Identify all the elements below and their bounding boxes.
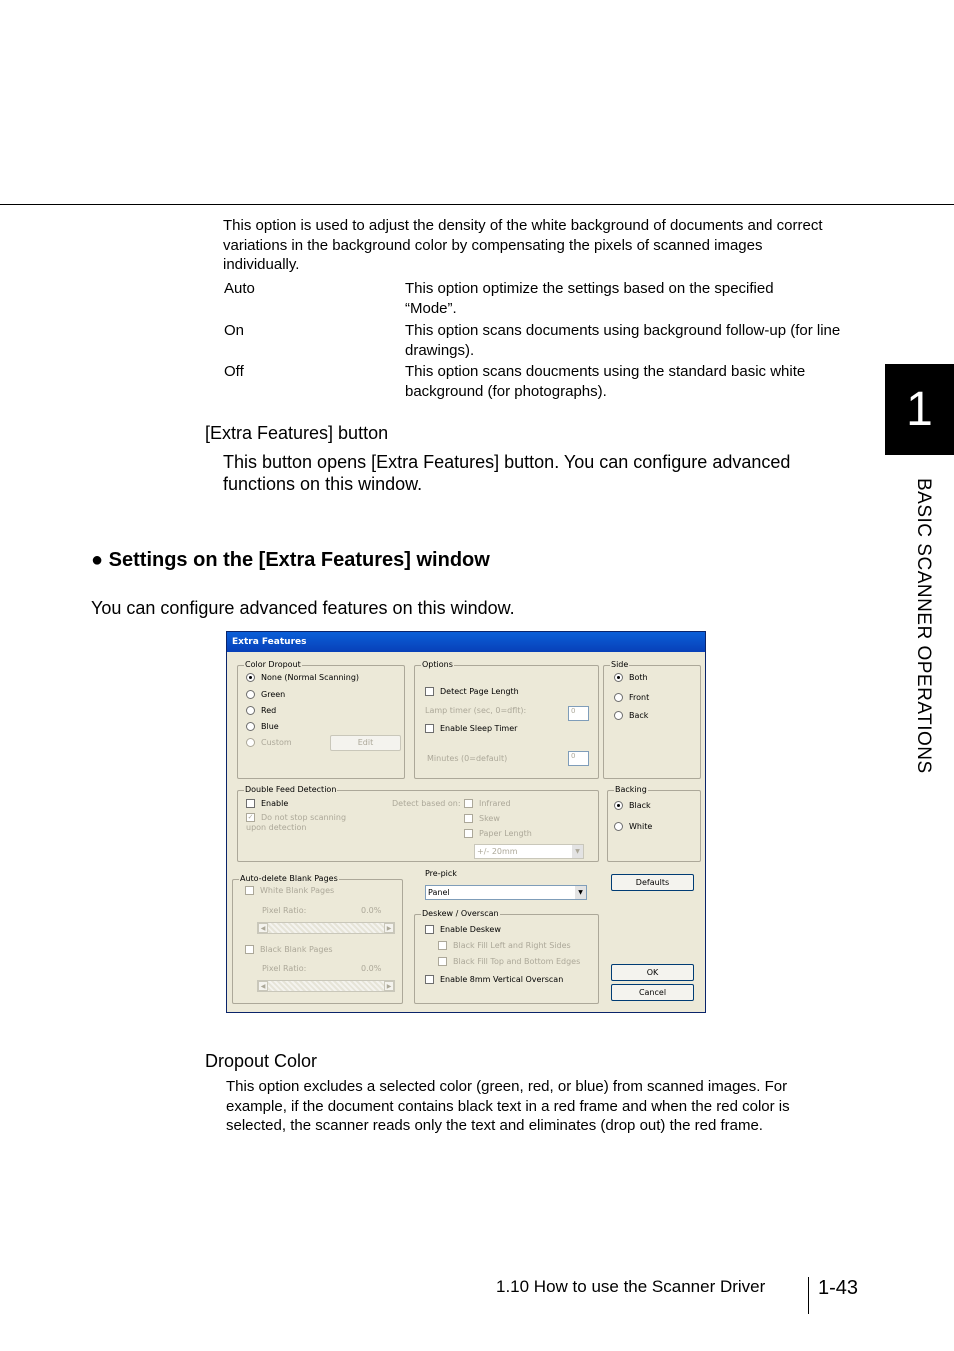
black-blank-checkbox[interactable] (245, 945, 333, 954)
enable-sleep-timer-checkbox[interactable] (425, 724, 517, 733)
section-heading (91, 549, 490, 572)
minutes-input[interactable]: 0 (568, 751, 589, 766)
radio-icon (246, 706, 255, 715)
pixel-ratio-value-2: 0.0% (361, 964, 382, 973)
checkbox-icon (464, 799, 473, 808)
radio-icon (614, 822, 623, 831)
chapter-number: 1 (885, 364, 954, 455)
enable-deskew-label: Enable Deskew (440, 925, 501, 934)
auto-delete-group (232, 874, 403, 1004)
detect-based-on-label: Detect based on: (392, 799, 461, 808)
chevron-down-icon: ▼ (575, 886, 586, 899)
white-ratio-slider[interactable] (257, 922, 395, 934)
dialog-title: Extra Features (227, 632, 705, 652)
radio-icon (614, 693, 623, 702)
fill-lr-label: Black Fill Left and Right Sides (453, 941, 571, 950)
checkbox-icon (438, 957, 447, 966)
ok-button[interactable]: OK (611, 964, 694, 981)
extra-button-desc: This button opens [Extra Features] button. You can configure advanced functions on this window. (223, 452, 791, 494)
option-desc-auto: This option optimize the settings based on the specified “Mode”. (405, 280, 774, 317)
radio-blue-label: Blue (261, 722, 279, 731)
color-dropout-label: Color Dropout (245, 660, 301, 669)
double-feed-enable-checkbox[interactable] (246, 799, 288, 808)
side-front-label: Front (629, 693, 650, 702)
lamp-timer-input[interactable]: 0 (568, 706, 589, 721)
dropout-desc: This option excludes a selected color (green, red, or blue) from scanned images. For example, if the document contains black text in a red frame and when the red color is selected, the scanner reads only the text and eliminates (drop out) the red frame. (226, 1078, 790, 1134)
page-number: 1-43 (818, 1277, 859, 1299)
cancel-button[interactable]: Cancel (611, 984, 694, 1001)
checkbox-icon (438, 941, 447, 950)
options-label: Options (422, 660, 453, 669)
double-feed-label: Double Feed Detection (245, 785, 337, 794)
option-desc-on: This option scans documents using background follow-up (for line drawings). (405, 322, 841, 359)
color-dropout-group (237, 660, 405, 779)
radio-selected-icon (246, 673, 255, 682)
option-desc-off: This option scans doucments using the standard basic white background (for photographs). (405, 363, 806, 400)
options-group (414, 660, 599, 779)
tolerance-value: +/- 20mm (477, 847, 518, 856)
radio-custom-label: Custom (261, 738, 292, 747)
checkbox-icon (464, 829, 473, 838)
arrow-right-icon: ▶ (384, 981, 394, 991)
radio-selected-icon (614, 673, 623, 682)
intro-paragraph: This option is used to adjust the density of the white background of documents and correct variations in the background color by compensating the pixels of scanned images individually. (223, 217, 823, 273)
double-feed-group (237, 785, 599, 862)
infrared-checkbox[interactable] (464, 799, 511, 808)
radio-icon (246, 722, 255, 731)
overscan-checkbox[interactable] (425, 975, 563, 984)
pixel-ratio-label-2: Pixel Ratio: (262, 964, 307, 973)
pixel-ratio-label: Pixel Ratio: (262, 906, 307, 915)
checkbox-icon (245, 886, 254, 895)
white-blank-checkbox[interactable] (245, 886, 334, 895)
fill-tb-checkbox[interactable] (438, 957, 580, 966)
section-heading-text: Settings on the [Extra Features] window (108, 549, 490, 571)
side-group (603, 660, 701, 779)
paper-length-checkbox[interactable] (464, 829, 532, 838)
fill-tb-label: Black Fill Top and Bottom Edges (453, 957, 581, 966)
defaults-button[interactable]: Defaults (611, 874, 694, 891)
pixel-ratio-value: 0.0% (361, 906, 382, 915)
backing-white-label: White (629, 822, 653, 831)
extra-button-title: [Extra Features] button (205, 423, 389, 443)
radio-icon (614, 711, 623, 720)
radio-backing-white[interactable] (614, 822, 652, 831)
radio-icon (246, 738, 255, 747)
radio-side-both[interactable] (614, 673, 648, 682)
do-not-stop-checkbox[interactable] (246, 813, 356, 833)
do-not-stop-label: Do not stop scanning upon detection (246, 813, 347, 832)
radio-custom[interactable] (246, 738, 292, 747)
prepick-select[interactable] (425, 885, 587, 900)
enable-deskew-checkbox[interactable] (425, 925, 501, 934)
chapter-side-label: BASIC SCANNER OPERATIONS (913, 478, 934, 774)
prepick-value: Panel (428, 888, 450, 897)
black-ratio-slider[interactable] (257, 980, 395, 992)
radio-red-label: Red (261, 706, 277, 715)
tolerance-select[interactable] (474, 844, 584, 859)
detect-page-length-label: Detect Page Length (440, 687, 519, 696)
prepick-label: Pre-pick (425, 869, 457, 878)
section-intro: You can configure advanced features on this window. (91, 598, 515, 618)
option-term-auto: Auto (224, 280, 255, 297)
radio-none[interactable] (246, 673, 359, 682)
infrared-label: Infrared (479, 799, 511, 808)
skew-label: Skew (479, 814, 500, 823)
radio-backing-black[interactable] (614, 801, 651, 810)
radio-selected-icon (614, 801, 623, 810)
checkbox-icon (425, 724, 434, 733)
radio-none-label: None (Normal Scanning) (261, 673, 360, 682)
radio-green[interactable] (246, 690, 285, 699)
side-label: Side (611, 660, 629, 669)
radio-side-front[interactable] (614, 693, 649, 702)
minutes-label: Minutes (0=default) (427, 754, 508, 763)
extra-features-dialog (226, 631, 706, 1013)
radio-icon (246, 690, 255, 699)
checkbox-icon (246, 799, 255, 808)
check-mark-icon: ✓ (247, 813, 254, 821)
radio-green-label: Green (261, 690, 286, 699)
checkbox-icon (464, 814, 473, 823)
option-term-off: Off (224, 363, 244, 380)
detect-page-length-checkbox[interactable] (425, 687, 519, 696)
footer-rule (808, 1277, 809, 1314)
deskew-label: Deskew / Overscan (422, 909, 499, 918)
header-rule (0, 204, 954, 205)
side-back-label: Back (629, 711, 649, 720)
arrow-right-icon: ▶ (384, 923, 394, 933)
footer-section: 1.10 How to use the Scanner Driver (496, 1277, 766, 1296)
arrow-left-icon: ◀ (258, 981, 268, 991)
deskew-group (414, 909, 599, 1004)
arrow-left-icon: ◀ (258, 923, 268, 933)
lamp-timer-label: Lamp timer (sec, 0=dflt): (425, 706, 527, 715)
bullet-icon: ● (91, 549, 104, 571)
checkbox-icon (425, 975, 434, 984)
radio-red[interactable] (246, 706, 276, 715)
dropout-title: Dropout Color (205, 1051, 318, 1071)
chevron-down-icon: ▼ (572, 845, 583, 858)
backing-group (607, 785, 701, 862)
white-blank-label: White Blank Pages (260, 886, 335, 895)
black-blank-label: Black Blank Pages (260, 945, 333, 954)
checkbox-icon (425, 687, 434, 696)
side-both-label: Both (629, 673, 648, 682)
fill-lr-checkbox[interactable] (438, 941, 571, 950)
backing-black-label: Black (629, 801, 651, 810)
skew-checkbox[interactable] (464, 814, 500, 823)
backing-label: Backing (615, 785, 647, 794)
double-feed-enable-label: Enable (261, 799, 289, 808)
paper-length-label: Paper Length (479, 829, 532, 838)
edit-button[interactable]: Edit (330, 735, 401, 751)
overscan-label: Enable 8mm Vertical Overscan (440, 975, 564, 984)
enable-sleep-timer-label: Enable Sleep Timer (440, 724, 518, 733)
auto-delete-label: Auto-delete Blank Pages (240, 874, 338, 883)
checkbox-icon (245, 945, 254, 954)
option-term-on: On (224, 322, 245, 339)
radio-blue[interactable] (246, 722, 279, 731)
checkbox-icon (425, 925, 434, 934)
radio-side-back[interactable] (614, 711, 648, 720)
